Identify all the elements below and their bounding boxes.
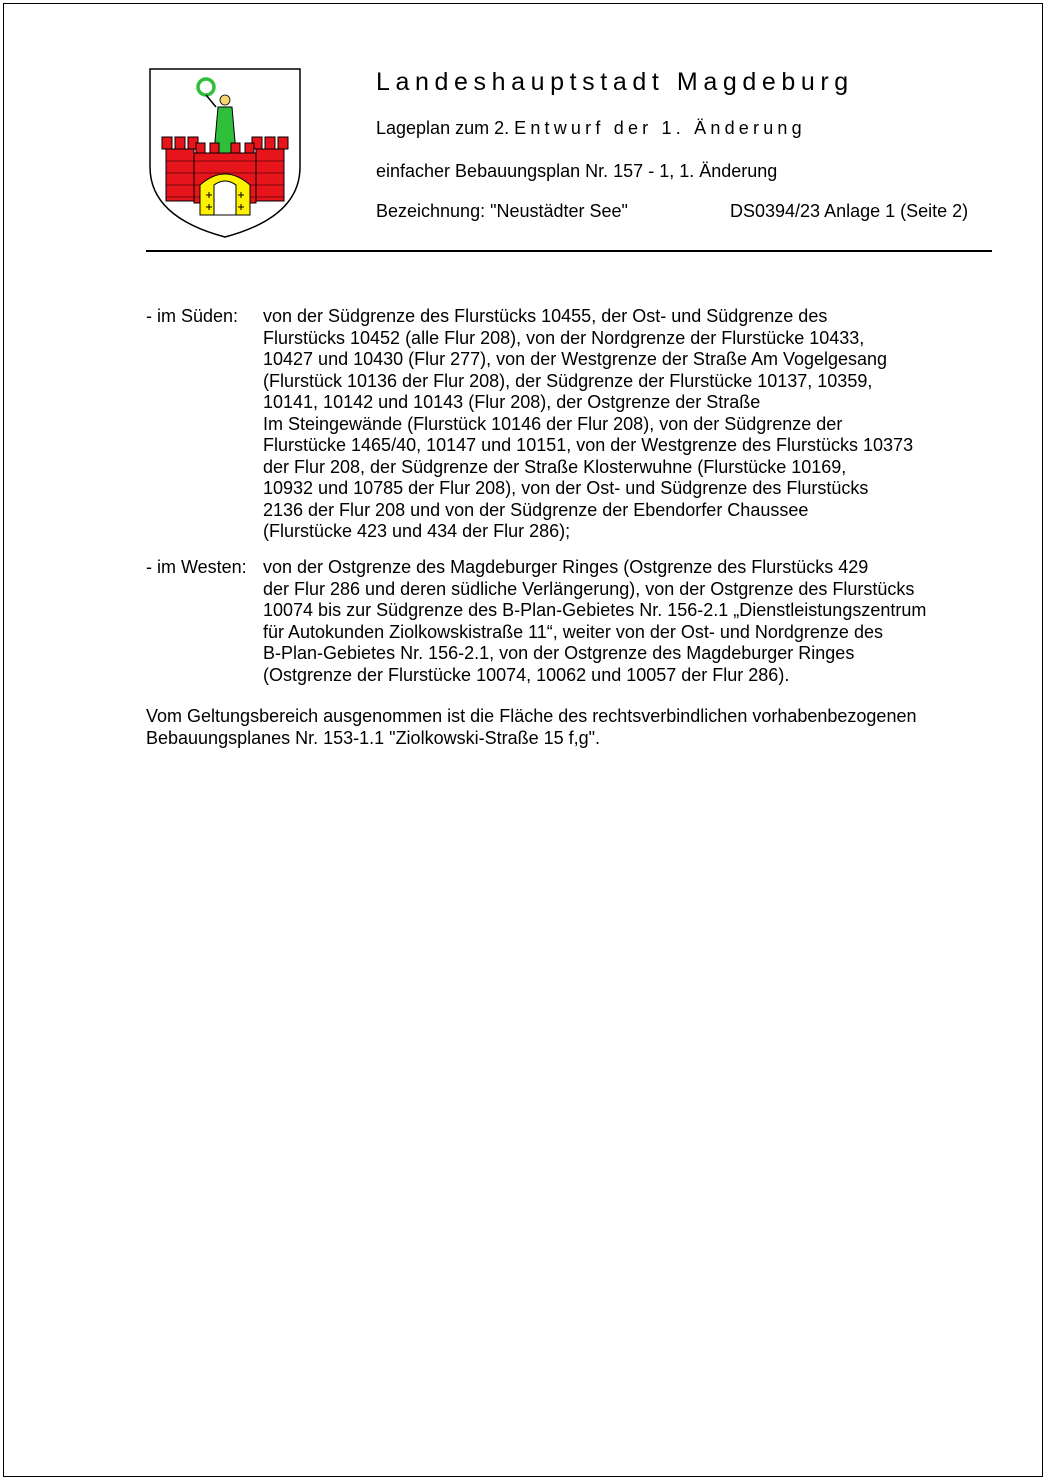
text-line: (Flurstücke 423 und 434 der Flur 286);: [263, 521, 571, 541]
subtitle-spaced: Entwurf der 1. Änderung: [514, 118, 806, 138]
section-body: [263, 306, 913, 543]
text-line: (Flurstück 10136 der Flur 208), der Südgrenze der Flurstücke 10137, 10359,: [263, 370, 873, 391]
closing-paragraph: [146, 706, 916, 749]
text-line: für Autokunden Ziolkowskistraße 11“, weiter von der Ost- und Nordgrenze des: [263, 621, 883, 642]
header-divider: [146, 250, 992, 252]
text-line: Flurstücks 10452 (alle Flur 208), von der Nordgrenze der Flurstücke 10433,: [263, 327, 865, 348]
section-label: - im Westen:: [146, 557, 247, 577]
subtitle-prefix: Lageplan zum 2.: [376, 118, 510, 138]
text-line: Bebauungsplanes Nr. 153-1.1 "Ziolkowski-Straße 15 f,g".: [146, 727, 601, 748]
plan-line: einfacher Bebauungsplan Nr. 157 - 1, 1. Änderung: [376, 161, 778, 181]
text-line: der Flur 286 und deren südliche Verlängerung), von der Ostgrenze des Flurstücks: [263, 578, 915, 599]
text-line: Vom Geltungsbereich ausgenommen ist die Fläche des rechtsverbindlichen vorhabenbezogenen: [146, 706, 917, 726]
text-line: der Flur 208, der Südgrenze der Straße Klosterwuhne (Flurstücke 10169,: [263, 456, 847, 477]
text-line: 10932 und 10785 der Flur 208), von der Ost- und Südgrenze des Flurstücks: [263, 478, 869, 498]
text-line: Flurstücke 1465/40, 10147 und 10151, von der Westgrenze des Flurstücks 10373: [263, 435, 914, 455]
page-title: Landeshauptstadt Magdeburg: [376, 68, 854, 96]
text-line: (Ostgrenze der Flurstücke 10074, 10062 und 10057 der Flur 286).: [263, 664, 790, 685]
magdeburg-coat-of-arms-icon: [148, 67, 302, 239]
text-line: Im Steingewände (Flurstück 10146 der Flur 208), von der Südgrenze der: [263, 413, 843, 434]
text-line: von der Südgrenze des Flurstücks 10455, der Ost- und Südgrenze des: [263, 306, 828, 326]
text-line: von der Ostgrenze des Magdeburger Ringes (Ostgrenze des Flurstücks 429: [263, 557, 869, 577]
text-line: B-Plan-Gebietes Nr. 156-2.1, von der Ostgrenze des Magdeburger Ringes: [263, 643, 855, 663]
document-subtitle: [376, 118, 806, 139]
text-line: 10141, 10142 und 10143 (Flur 208), der Ostgrenze der Straße: [263, 392, 761, 412]
section-label: - im Süden:: [146, 306, 239, 326]
text-line: 10074 bis zur Südgrenze des B-Plan-Gebietes Nr. 156-2.1 „Dienstleistungszentrum: [263, 600, 927, 620]
document-reference: DS0394/23 Anlage 1 (Seite 2): [730, 201, 969, 221]
text-line: 2136 der Flur 208 und von der Südgrenze der Ebendorfer Chaussee: [263, 499, 809, 520]
designation: Bezeichnung: "Neustädter See": [376, 201, 628, 221]
text-line: 10427 und 10430 (Flur 277), von der Westgrenze der Straße Am Vogelgesang: [263, 349, 888, 369]
section-body: [263, 557, 926, 686]
